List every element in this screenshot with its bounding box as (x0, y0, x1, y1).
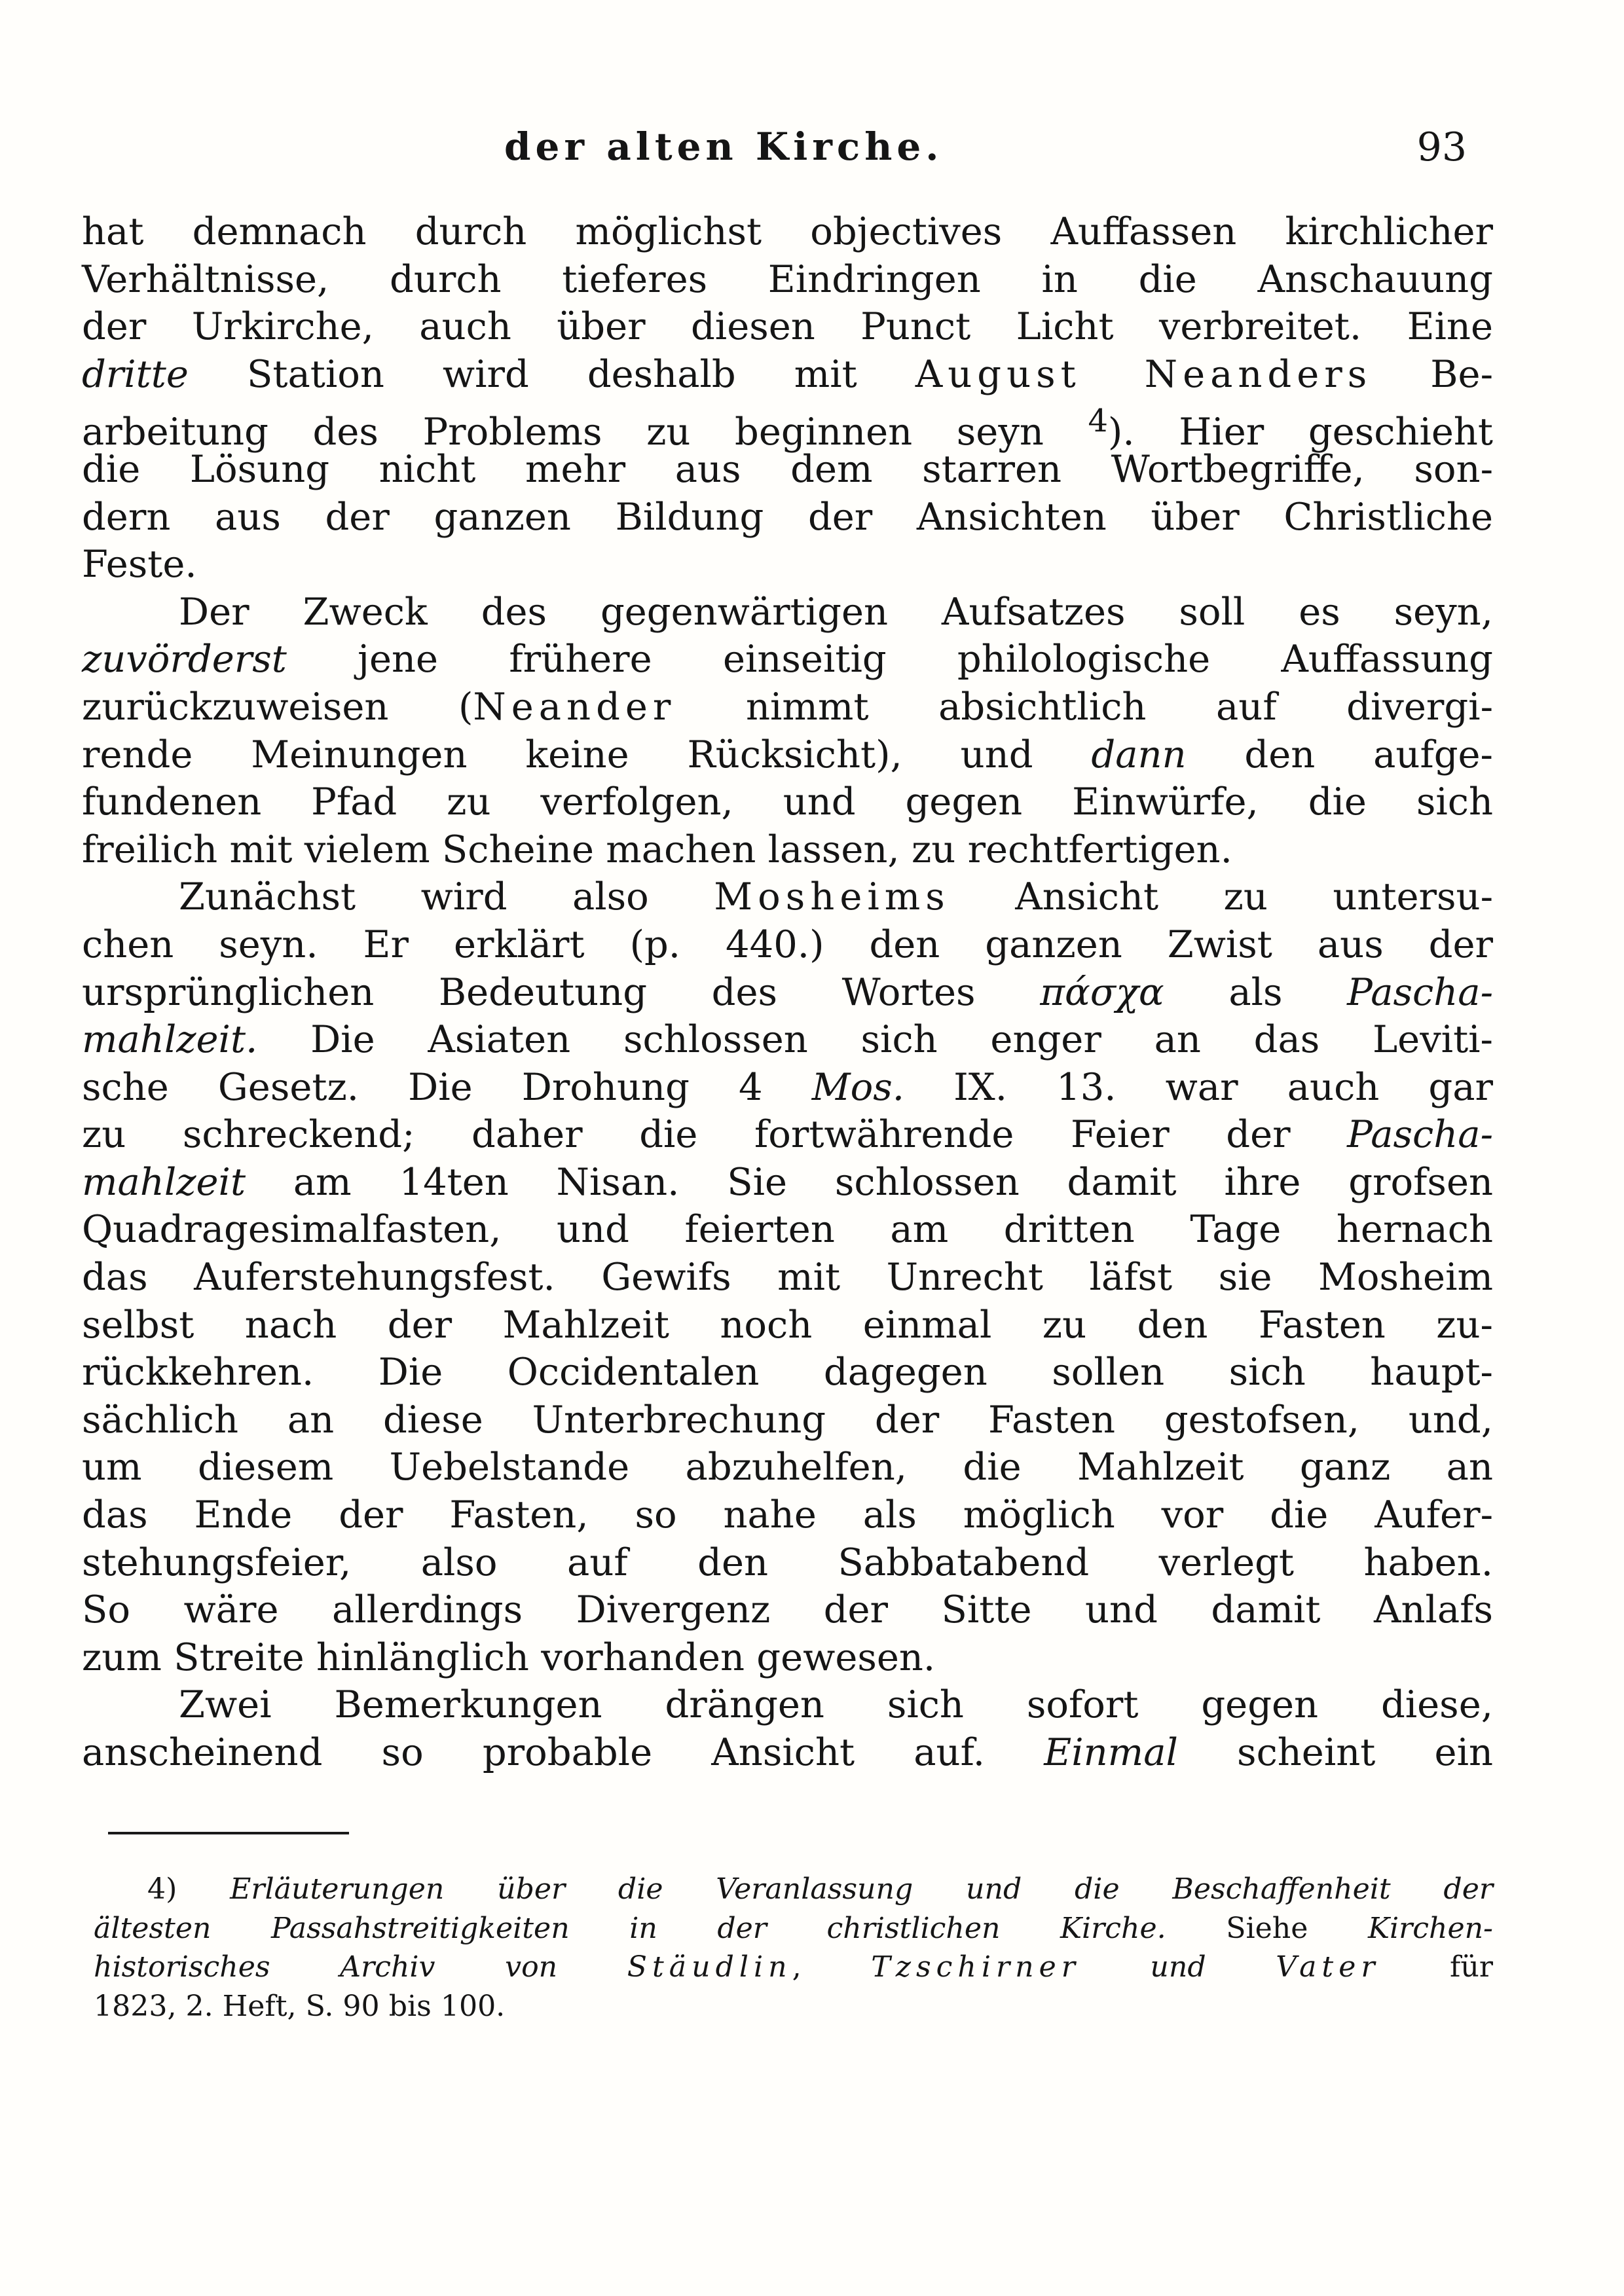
footnote-line (94, 1909, 1493, 1948)
body-text-run: zum Streite hinlänglich vorhanden gewesen. (82, 1635, 936, 1679)
body-line (82, 683, 1493, 731)
body-line (82, 778, 1493, 826)
footnote-text-run: , (792, 1950, 872, 1984)
body-text-run: hat demnach durch möglichst objectives Auffassen kirchlicher (82, 210, 1493, 253)
body-text-run: dern aus der ganzen Bildung der Ansichten über Christliche (82, 494, 1493, 539)
body-text-run: Pascha- (1347, 1112, 1493, 1157)
body-text-run: Mos. (811, 1065, 904, 1109)
running-head (504, 124, 1467, 183)
body-text-run: als (1164, 970, 1348, 1014)
body-text-run: stehungsfeier, also auf den Sabbatabend verlegt haben. (82, 1540, 1493, 1584)
body-line (82, 351, 1493, 399)
body-text-run: Einmal (1044, 1730, 1178, 1774)
body-line (82, 1681, 1493, 1729)
footnote-text-run: und (1080, 1950, 1276, 1984)
body-line (82, 1064, 1493, 1112)
body-line (82, 1586, 1493, 1634)
body-text-run: Station wird deshalb mit (188, 352, 915, 396)
body-line (82, 1349, 1493, 1396)
body-text-run: So wäre allerdings Divergenz der Sitte und damit Anlafs (82, 1588, 1493, 1632)
footnote-text-run: historisches Archiv von (94, 1950, 627, 1984)
footnote-text-run: Erläuterungen über die Veranlassung und die Beschaffenheit der (230, 1872, 1493, 1906)
body-line (82, 541, 1493, 589)
body-line (82, 1302, 1493, 1349)
body-line (82, 873, 1493, 921)
body-text-run: Zwei Bemerkungen drängen sich sofort gegen diese, (179, 1683, 1493, 1727)
body-text-run: IX. 13. war auch gar (904, 1065, 1493, 1109)
body-line (82, 1254, 1493, 1302)
body-line (82, 494, 1493, 541)
body-text-run: Ansicht zu untersu- (950, 875, 1493, 919)
body-line (82, 1016, 1493, 1064)
body-text-run: Quadragesimalfasten, und feierten am dritten Tage hernach (82, 1207, 1493, 1252)
body-text-run: Pascha- (1347, 970, 1493, 1014)
body-text-run: mahlzeit. (82, 1017, 258, 1062)
body-text-run: Der Zweck des gegenwärtigen Aufsatzes soll es seyn, (179, 589, 1493, 634)
body-line (82, 1206, 1493, 1254)
body-text-run: Feste. (82, 542, 197, 587)
body-text-run: anscheinend so probable Ansicht auf. (82, 1730, 1044, 1774)
body-line (82, 1539, 1493, 1587)
running-head-title: der alten Kirche. (504, 124, 944, 169)
body-text-run: selbst nach der Mahlzeit noch einmal zu den Fasten zu- (82, 1302, 1493, 1347)
body-text-run: das Ende der Fasten, so nahe als möglich vor die Aufer- (82, 1493, 1493, 1537)
body-text-run: sächlich an diese Unterbrechung der Fasten gestofsen, und, (82, 1397, 1493, 1442)
body-text-run: zuvörderst (82, 637, 287, 682)
body-text-run: ). Hier geschieht (1107, 410, 1493, 454)
footnote-line (94, 1987, 1493, 2026)
body-text-run: rückkehren. Die Occidentalen dagegen sollen sich haupt- (82, 1350, 1493, 1394)
footnote-line (94, 1948, 1493, 1987)
body-text-run: Die Asiaten schlossen sich enger an das Leviti- (257, 1017, 1493, 1062)
footnotes (94, 1870, 1493, 2026)
footnote-text-run: Vater (1276, 1950, 1380, 1984)
body-line (82, 446, 1493, 494)
body-text-run: August Neanders (915, 352, 1373, 396)
footnote-text-run: 1823, 2. Heft, S. 90 bis 100. (94, 1989, 506, 2023)
footnote-text-run: Tzschirner (871, 1950, 1080, 1984)
body-text-run: ursprünglichen Bedeutung des Wortes (82, 970, 1041, 1014)
body-text-run: den aufge- (1186, 732, 1493, 776)
footnote-text-run: Siehe (1166, 1911, 1368, 1945)
body-line (82, 208, 1493, 256)
body-text-run: scheint ein (1177, 1730, 1493, 1774)
body-line (82, 1159, 1493, 1207)
body-text-run: chen seyn. Er erklärt (p. 440.) den ganzen Zwist aus der (82, 922, 1493, 966)
body-line (82, 969, 1493, 1017)
body-text-run: nimmt absichtlich auf divergi- (676, 684, 1493, 729)
body-line (82, 1634, 1493, 1682)
body-line (82, 398, 1493, 454)
body-text-run: zurückzuweisen ( (82, 684, 473, 729)
body-text-run: πάσχα (1040, 970, 1164, 1014)
footnote-text-run: für (1380, 1950, 1493, 1984)
footnote-text-run: ältesten Passahstreitigkeiten in der christlichen Kirche. (94, 1911, 1166, 1945)
body-text-run: am 14ten Nisan. Sie schlossen damit ihre grofsen (246, 1159, 1493, 1204)
body-line (82, 731, 1493, 779)
body-text-run: Verhältnisse, durch tieferes Eindringen in die Anschauung (82, 257, 1493, 301)
body-text-run: jene frühere einseitig philologische Auffassung (286, 637, 1493, 682)
body-line (82, 1111, 1493, 1159)
body-line (82, 636, 1493, 683)
body-text-run: zu schreckend; daher die fortwährende Feier der (82, 1112, 1348, 1157)
body-line (82, 1491, 1493, 1539)
body-text-run: Zunächst wird also (179, 875, 714, 919)
body-line (82, 589, 1493, 636)
body-text-run: fundenen Pfad zu verfolgen, und gegen Einwürfe, die sich (82, 780, 1493, 824)
body-text-run: dann (1091, 732, 1187, 776)
body-text-run: rende Meinungen keine Rücksicht), und (82, 732, 1092, 776)
body-text-run: das Auferstehungsfest. Gewifs mit Unrecht läfst sie Mosheim (82, 1255, 1493, 1300)
body-text-run: 4 (1088, 403, 1108, 440)
footnote-text-run: Stäudlin (627, 1950, 792, 1984)
body-text-run: arbeitung des Problems zu beginnen seyn (82, 410, 1088, 454)
body-text-run: Neander (473, 684, 676, 729)
body-text-run: Mosheims (714, 875, 950, 919)
footnote-line (94, 1870, 1493, 1909)
footnote-text-run: Kirchen- (1367, 1911, 1493, 1945)
body-text (82, 208, 1493, 1777)
footnote-text-run: 4) (147, 1872, 231, 1906)
body-text-run: dritte (82, 352, 189, 396)
body-text-run: um diesem Uebelstande abzuhelfen, die Mahlzeit ganz an (82, 1445, 1493, 1489)
body-line (82, 303, 1493, 351)
body-text-run: sche Gesetz. Die Drohung 4 (82, 1065, 812, 1109)
footnote-rule (108, 1832, 349, 1834)
body-line (82, 256, 1493, 304)
body-text-run: freilich mit vielem Scheine machen lassen, zu rechtfertigen. (82, 827, 1232, 871)
body-line (82, 1396, 1493, 1444)
body-text-run: die Lösung nicht mehr aus dem starren Wortbegriffe, son- (82, 446, 1493, 491)
page-number: 93 (1416, 124, 1467, 170)
body-line (82, 1444, 1493, 1491)
body-text-run: mahlzeit (82, 1159, 246, 1204)
body-text-run: der Urkirche, auch über diesen Punct Licht verbreitet. Eine (82, 304, 1493, 349)
body-line (82, 921, 1493, 969)
body-line (82, 1729, 1493, 1777)
body-text-run: Be- (1372, 352, 1493, 396)
body-line (82, 826, 1493, 874)
